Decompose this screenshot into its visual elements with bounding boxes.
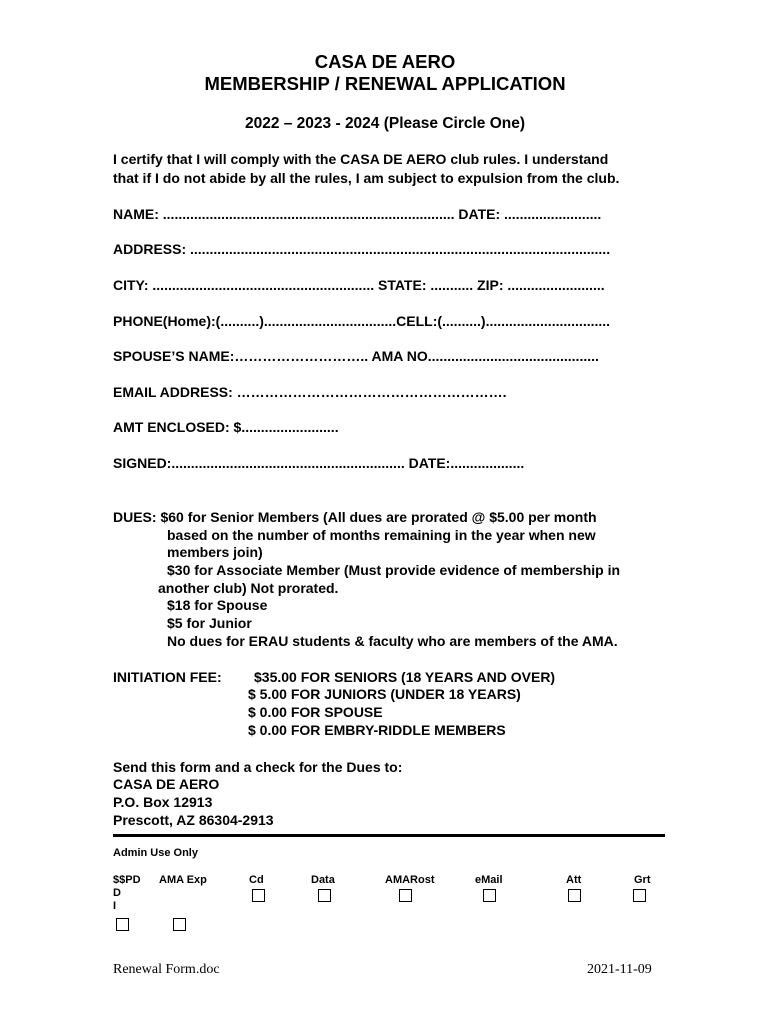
divider xyxy=(113,834,665,837)
dues-line-2: based on the number of months remaining in the year when new xyxy=(167,527,596,543)
form-title: CASA DE AERO xyxy=(314,51,456,72)
dues-line-4: $30 for Associate Member (Must provide evidence of membership in xyxy=(167,562,621,578)
admin-cd-label: Cd xyxy=(249,874,264,886)
signed-date-field: SIGNED:............................................................ DATE:................... xyxy=(113,455,525,471)
dues-line-3: members join) xyxy=(167,544,263,560)
phone-cell-field: PHONE(Home):(..........)..................................CELL:(..........)................................ xyxy=(113,313,611,329)
form-subtitle: MEMBERSHIP / RENEWAL APPLICATION xyxy=(204,73,566,94)
send-city: Prescott, AZ 86304-2913 xyxy=(113,812,274,828)
certify-line-2: that if I do not abide by all the rules, I am subject to expulsion from the club. xyxy=(113,170,620,186)
send-club-name: CASA DE AERO xyxy=(113,776,220,792)
admin-grt-label: Grt xyxy=(634,874,651,886)
spouse-ama-field: SPOUSE’S NAME:……………………….. AMA NO............................................ xyxy=(113,348,599,364)
city-state-zip-field: CITY: ......................................................... STATE: ........... ZIP: ......................... xyxy=(113,277,605,293)
footer-filename: Renewal Form.doc xyxy=(113,962,220,977)
initiation-line-2: $ 5.00 FOR JUNIORS (UNDER 18 YEARS) xyxy=(248,686,521,702)
dues-line-7: $5 for Junior xyxy=(167,615,252,631)
email-field: EMAIL ADDRESS: …………………………………………………. xyxy=(113,384,507,400)
spd-checkbox[interactable] xyxy=(116,918,129,931)
address-field: ADDRESS: ............................................................................................................ xyxy=(113,241,611,257)
initiation-line-3: $ 0.00 FOR SPOUSE xyxy=(248,704,383,720)
send-instructions: Send this form and a check for the Dues to: xyxy=(113,759,403,775)
amarost-checkbox[interactable] xyxy=(399,889,412,902)
email-checkbox[interactable] xyxy=(483,889,496,902)
cd-checkbox[interactable] xyxy=(252,889,265,902)
send-po-box: P.O. Box 12913 xyxy=(113,794,213,810)
membership-years: 2022 – 2023 - 2024 (Please Circle One) xyxy=(244,115,526,132)
dues-line-5: another club) Not prorated. xyxy=(158,580,339,596)
att-checkbox[interactable] xyxy=(568,889,581,902)
initiation-line-4: $ 0.00 FOR EMBRY-RIDDLE MEMBERS xyxy=(248,722,506,738)
ama-exp-checkbox[interactable] xyxy=(173,918,186,931)
initiation-line-1: $35.00 FOR SENIORS (18 YEARS AND OVER) xyxy=(254,669,556,685)
data-checkbox[interactable] xyxy=(318,889,331,902)
dues-line-1: DUES: $60 for Senior Members (All dues are prorated @ $5.00 per month xyxy=(113,509,597,525)
admin-ama-exp-label: AMA Exp xyxy=(159,874,207,886)
amount-enclosed-field: AMT ENCLOSED: $......................... xyxy=(113,419,339,435)
admin-title: Admin Use Only xyxy=(113,847,198,859)
initiation-fee-label: INITIATION FEE: xyxy=(113,669,222,685)
dues-line-8: No dues for ERAU students & faculty who are members of the AMA. xyxy=(167,633,618,649)
certify-line-1: I certify that I will comply with the CASA DE AERO club rules. I understand xyxy=(113,151,609,167)
dues-line-6: $18 for Spouse xyxy=(167,597,268,613)
admin-data-label: Data xyxy=(311,874,335,886)
footer-date: 2021-11-09 xyxy=(587,962,652,977)
admin-spd-label: $$PD xyxy=(113,874,141,886)
admin-spd-label-2: D xyxy=(113,887,121,899)
grt-checkbox[interactable] xyxy=(633,889,646,902)
name-date-field: NAME: ........................................................................... DATE: ......................... xyxy=(113,206,602,222)
admin-att-label: Att xyxy=(566,874,582,886)
admin-email-label: eMail xyxy=(475,874,503,886)
admin-amarost-label: AMARost xyxy=(385,874,435,886)
admin-spd-label-3: I xyxy=(113,900,117,912)
